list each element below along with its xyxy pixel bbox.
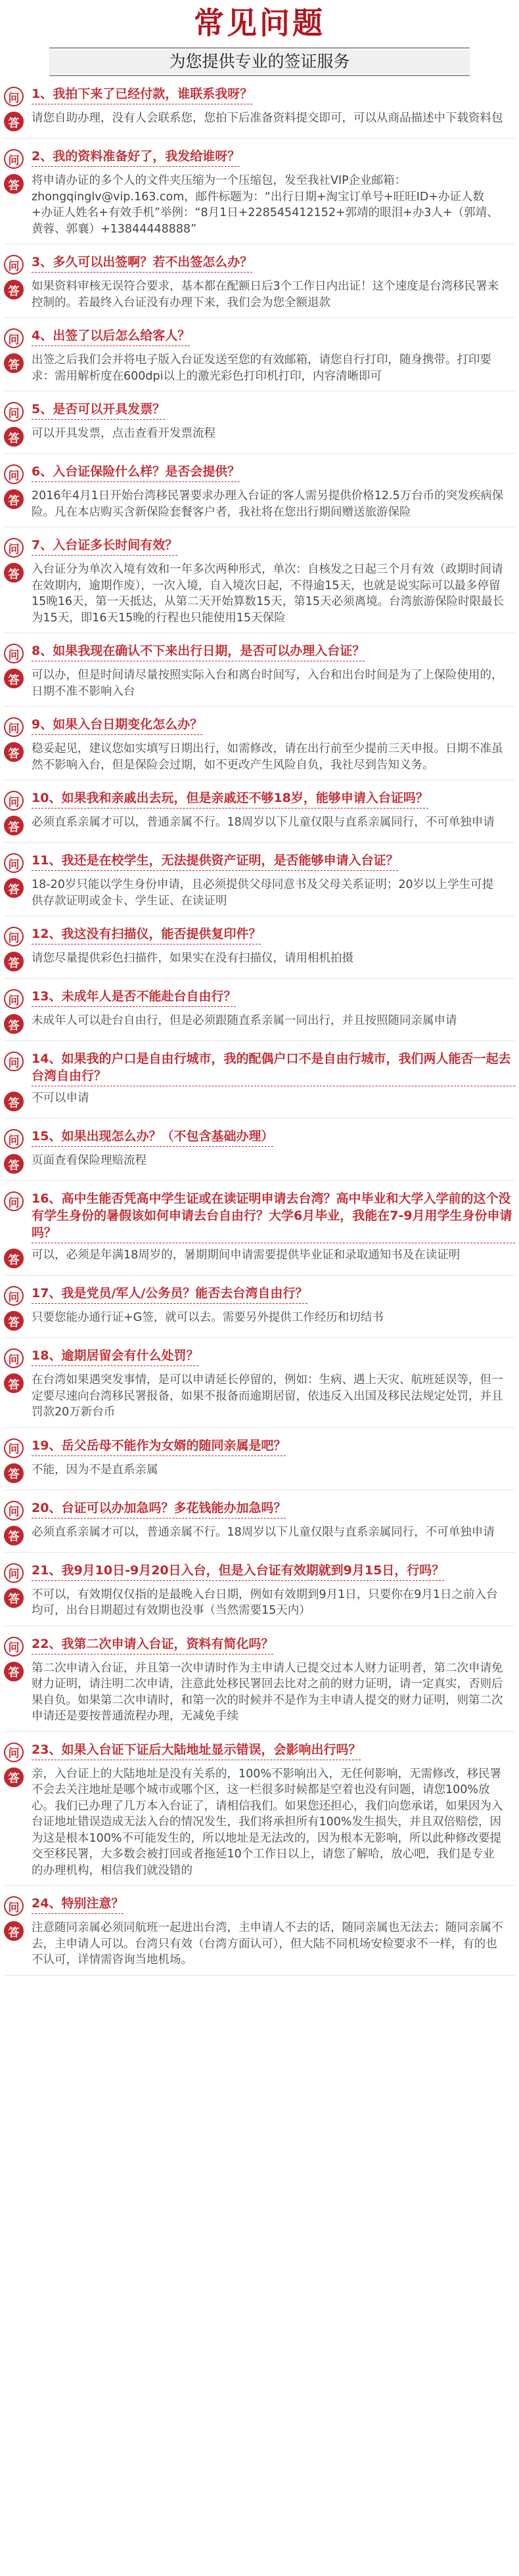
divider	[4, 978, 515, 979]
answer-row	[4, 1013, 515, 1034]
question-row	[4, 401, 515, 422]
faq-list	[0, 85, 519, 1976]
faq-item	[4, 1741, 515, 1886]
question-text: 9、如果入台日期变化怎么办？	[32, 716, 202, 735]
answer-icon: 答	[4, 280, 24, 300]
question-text: 3、多久可以出签啊？若不出签怎么办？	[32, 254, 252, 273]
faq-item	[4, 327, 515, 391]
question-icon: 问	[4, 1743, 24, 1762]
question-row	[4, 537, 515, 558]
answer-row	[4, 488, 515, 520]
answer-row	[4, 1524, 515, 1545]
answer-text: 出签之后我们会并将电子版入台证发送至您的有效邮箱，请您自行打印，随身携带。打印要求：需用解析度在600dpi以上的激光彩色打印机打印，内容清晰即可	[32, 353, 491, 383]
faq-item	[4, 1190, 515, 1276]
question-row	[4, 925, 515, 946]
answer-row	[4, 1920, 515, 1968]
question-text: 12、我这没有扫描仪，能否提供复印件？	[32, 925, 261, 944]
question-row	[4, 254, 515, 275]
answer-icon: 答	[4, 353, 24, 373]
question-icon: 问	[4, 1348, 24, 1368]
question-row	[4, 716, 515, 737]
faq-item	[4, 642, 515, 707]
question-icon: 问	[4, 87, 24, 106]
answer-text: 将申请办证的多个人的文件夹压缩为一个压缩包，发至我社VIP企业邮箱：zhongqinglv@vip.163.com，邮件标题为：“出行日期+淘宝订单号+旺旺ID+办证人数+办证人姓名+有效手机”举例：“8月1日+228545412152+郭靖的眼泪+办3人+（郭靖、黄蓉、郭襄）+13844448888”	[32, 174, 499, 236]
answer-text: 亲，入台证上的大陆地址是没有关系的，100%不影响出入，无任何影响，无需修改，移民署不会去关注地址是哪个城市或哪个区，这一栏很多时候都是空着也没有问题，请您100%放心。我们已办理了几万本入台证了，请相信我们。如果您还担心，我们向您承诺，如果因为入台证地址错误造成无法入台的情况发生，我们将承担所有100%发生损失，并且双倍赔偿，因为这是根本100%不可能发生的，所以地址是无法改的，因为根本无影响，所以此种修改要提交至移民署，大多数会被打回或者拖延10个工作日以上，请您了解哈，放心吧，我们是专业的办理机构，相信我们就没错的	[32, 1767, 503, 1877]
divider	[4, 1180, 515, 1181]
question-icon: 问	[4, 1286, 24, 1306]
question-text: 16、高中生能否凭高中学生证或在读证明申请去台湾？高中毕业和大学入学前的这个没有学生身份的暑假该如何申请去台自由行？大学6月毕业，我能在7-9月用学生身份申请吗？	[32, 1190, 515, 1243]
subtitle: 为您提供专业的签证服务	[49, 50, 470, 74]
divider	[4, 1275, 515, 1276]
answer-icon: 答	[4, 952, 24, 971]
answer-row	[4, 278, 515, 311]
answer-text: 不能，因为不是直系亲属	[32, 1463, 158, 1477]
question-text: 1、我拍下来了已经付款，谁联系我呀？	[32, 85, 252, 104]
answer-text: 2016年4月1日开始台湾移民署要求办理入台证的客人需另提供价格12.5万台币的突发疾病保险。凡在本店购买含新保险套餐客户者，我社将在您出行期间赠送旅游保险	[32, 489, 504, 519]
answer-text: 必须直系亲属才可以，普通亲属不行。18周岁以下儿童仅限与直系亲属同行，不可单独申请	[32, 1525, 495, 1539]
question-row	[4, 1190, 515, 1243]
answer-row	[4, 1310, 515, 1331]
question-row	[4, 463, 515, 484]
divider	[4, 1118, 515, 1119]
faq-item	[4, 988, 515, 1041]
answer-text: 不可以申请	[32, 1092, 89, 1105]
answer-row	[4, 562, 515, 626]
divider	[4, 1731, 515, 1732]
question-text: 20、台证可以办加急吗？多花钱能办加急吗？	[32, 1499, 286, 1519]
answer-icon: 答	[4, 1767, 24, 1787]
question-text: 4、出签了以后怎么给客人？	[32, 327, 190, 346]
question-icon: 问	[4, 644, 24, 663]
answer-text: 页面查看保险理赔流程	[32, 1154, 147, 1167]
question-row	[4, 789, 515, 811]
answer-text: 第二次申请入台证，并且第一次申请时作为主申请人已提交过本人财力证明者，第二次申请免财力证明，请注明二次申请，注意此处移民署回去比对之前的财力证明，请一定真实，否则后果自负。如果第二次申请时，和第一次的时候并不是作为主申请人提交的财力证明，则第二次申请还是要按普通流程办理，无减免手续	[32, 1661, 503, 1723]
answer-row	[4, 814, 515, 835]
divider	[4, 1040, 515, 1041]
answer-icon: 答	[4, 1154, 24, 1174]
question-icon: 问	[4, 402, 24, 422]
faq-item	[4, 1499, 515, 1553]
question-text: 18、逾期居留会有什么处罚？	[32, 1347, 198, 1366]
faq-item	[4, 716, 515, 780]
divider	[4, 317, 515, 318]
answer-text: 可以开具发票，点击查看开发票流程	[32, 427, 215, 440]
divider	[4, 1885, 515, 1886]
question-row	[4, 642, 515, 663]
question-row	[4, 1741, 515, 1762]
divider	[4, 1427, 515, 1428]
question-icon: 问	[4, 1129, 24, 1149]
faq-item	[4, 1895, 515, 1976]
answer-icon: 答	[4, 427, 24, 447]
question-text: 14、如果我的户口是自由行城市，我的配偶户口不是自由行城市，我们两人能否一起去台湾自由行？	[32, 1050, 515, 1086]
question-row	[4, 988, 515, 1009]
divider	[4, 453, 515, 454]
divider	[4, 1552, 515, 1553]
question-icon: 问	[4, 853, 24, 873]
answer-row	[4, 110, 515, 131]
question-text: 5、是否可以开具发票？	[32, 401, 165, 420]
answer-icon: 答	[4, 742, 24, 762]
divider	[4, 706, 515, 707]
answer-row	[4, 950, 515, 971]
question-text: 2、我的资料准备好了，我发给谁呀？	[32, 148, 240, 167]
answer-row	[4, 1462, 515, 1483]
answer-text: 必须直系亲属才可以，普通亲属不行。18周岁以下儿童仅限与直系亲属同行，不可单独申请	[32, 816, 495, 829]
question-row	[4, 327, 515, 348]
question-row	[4, 1437, 515, 1458]
faq-item	[4, 1128, 515, 1181]
question-text: 23、如果入台证下证后大陆地址显示错误，会影响出行吗？	[32, 1741, 361, 1760]
faq-item	[4, 401, 515, 454]
faq-item	[4, 1562, 515, 1626]
divider	[4, 138, 515, 139]
answer-text: 未成年人可以赴台自由行，但是必须跟随直系亲属一同出行，并且按照随同亲属申请	[32, 1014, 457, 1027]
faq-item	[4, 789, 515, 843]
question-text: 21、我9月10日-9月20日入台，但是入台证有效期就到9月15日，行吗？	[32, 1562, 444, 1581]
answer-row	[4, 1090, 515, 1111]
question-icon: 问	[4, 1191, 24, 1211]
answer-icon: 答	[4, 1526, 24, 1545]
question-icon: 问	[4, 791, 24, 811]
answer-icon: 答	[4, 1921, 24, 1941]
answer-icon: 答	[4, 669, 24, 688]
question-icon: 问	[4, 255, 24, 275]
answer-row	[4, 1587, 515, 1619]
answer-text: 不可以，有效期仅仅指的是最晚入台日期，例如有效期到9月1日，只要你在9月1日之前入台均可，出台日期超过有效期也没事（当然需要15天内）	[32, 1588, 498, 1617]
answer-text: 在台湾如果遇突发事情，是可以申请延长停留的，例如：生病、遇上天灾、航班延误等，但一定要尽速向台湾移民署报备，如果不报备而逾期居留，依违反入出国及移民法规定处罚，并且罚款20万新台币	[32, 1373, 503, 1419]
faq-item	[4, 1285, 515, 1338]
answer-icon: 答	[4, 1588, 24, 1608]
answer-icon: 答	[4, 1463, 24, 1483]
answer-icon: 答	[4, 1092, 24, 1111]
question-row	[4, 148, 515, 169]
answer-icon: 答	[4, 489, 24, 509]
answer-text: 可以，必须是年满18周岁的，暑期期间申请需要提供毕业证和录取通知书及在读证明	[32, 1249, 461, 1262]
answer-row	[4, 1660, 515, 1725]
question-icon: 问	[4, 989, 24, 1009]
faq-item	[4, 1050, 515, 1119]
question-text: 19、岳父岳母不能作为女婿的随同亲属是吧？	[32, 1437, 286, 1456]
faq-item	[4, 85, 515, 139]
answer-icon: 答	[4, 563, 24, 583]
answer-row	[4, 1247, 515, 1268]
answer-row	[4, 667, 515, 700]
answer-row	[4, 877, 515, 909]
faq-item	[4, 1347, 515, 1428]
question-row	[4, 1128, 515, 1149]
subtitle-bar	[49, 47, 470, 76]
faq-item	[4, 254, 515, 318]
question-text: 17、我是党员/军人/公务员？能否去台湾自由行？	[32, 1285, 307, 1304]
question-icon: 问	[4, 717, 24, 737]
answer-text: 18-20岁只能以学生身份申请，且必须提供父母同意书及父母关系证明；20岁以上学生可提供存款证明或金卡、学生证、在读证明	[32, 878, 494, 908]
answer-icon: 答	[4, 816, 24, 835]
faq-item	[4, 1437, 515, 1490]
answer-row	[4, 741, 515, 773]
question-icon: 问	[4, 464, 24, 484]
question-icon: 问	[4, 1896, 24, 1916]
answer-icon: 答	[4, 1249, 24, 1268]
answer-icon: 答	[4, 1662, 24, 1681]
question-text: 15、如果出现怎么办？（不包含基础办理）	[32, 1128, 273, 1147]
question-icon: 问	[4, 1637, 24, 1656]
answer-text: 可以办，但是时间请尽量按照实际入台和离台时间写，入台和出台时间是为了上保险使用的，日期不准不影响入台	[32, 669, 503, 698]
question-text: 24、特别注意？	[32, 1895, 124, 1914]
answer-icon: 答	[4, 112, 24, 131]
faq-item	[4, 925, 515, 979]
answer-text: 只要您能办通行证+G签，就可以去。需要另外提供工作经历和切结书	[32, 1311, 384, 1324]
answer-row	[4, 426, 515, 447]
question-text: 6、入台证保险什么样？是否会提供？	[32, 463, 240, 482]
answer-row	[4, 1372, 515, 1421]
question-row	[4, 1895, 515, 1916]
divider	[4, 1337, 515, 1338]
faq-item	[4, 148, 515, 244]
question-text: 8、如果我现在确认不下来出行日期，是否可以办理入台证？	[32, 642, 365, 661]
answer-icon: 答	[4, 1014, 24, 1034]
faq-item	[4, 852, 515, 916]
answer-icon: 答	[4, 174, 24, 194]
question-row	[4, 1499, 515, 1521]
faq-item	[4, 537, 515, 633]
question-icon: 问	[4, 1501, 24, 1521]
page-title: 常见问题	[194, 5, 325, 41]
question-icon: 问	[4, 1438, 24, 1458]
faq-item	[4, 1635, 515, 1732]
question-row	[4, 852, 515, 873]
answer-text: 如果资料审核无误符合要求，基本都在配额日后3个工作日内出证！这个速度是台湾移民署来控制的。若最终入台证没有办理下来，我们会为您全额退款	[32, 280, 499, 309]
question-text: 11、我还是在校学生，无法提供资产证明，是否能够申请入台证？	[32, 852, 398, 871]
question-row	[4, 1050, 515, 1086]
answer-icon: 答	[4, 878, 24, 898]
question-row	[4, 1635, 515, 1656]
answer-row	[4, 1766, 515, 1879]
answer-text: 入台证分为单次入境有效和一年多次两种形式，单次：自核发之日起三个月有效（政期时间请在效期内，逾期作废），一次入境，自入境次日起，不得逾15天，也就是说实际可以最多停留15晚16天，第一天抵达，从第二天开始算数15天，第15天必须离境。台湾旅游保险时限最长为15天，即16天15晚的行程也只能使用15天保险	[32, 563, 505, 625]
question-text: 7、入台证多长时间有效？	[32, 537, 177, 556]
answer-icon: 答	[4, 1373, 24, 1393]
answer-text: 稳妥起见，建议您如实填写日期出行，如需修改，请在出行前至少提前三天申报。日期不准虽然不影响入台，但是保险会过期，如不更改产生风险自负，我社尽到告知义务。	[32, 742, 503, 772]
question-text: 22、我第二次申请入台证，资料有简化吗？	[32, 1635, 273, 1654]
question-text: 10、如果我和亲戚出去玩，但是亲戚还不够18岁，能够申请入台证吗？	[32, 789, 428, 809]
answer-text: 注意随同亲属必须同航班一起进出台湾，主申请人不去的话，随同亲属也无法去；随同亲属不去，主申请人可以。台湾只有效（台湾方面认可），但大陆不同机场安检要求不一样，有的也不认可，详情需咨询当地机场。	[32, 1921, 503, 1966]
divider	[4, 1975, 515, 1976]
question-icon: 问	[4, 1052, 24, 1071]
question-row	[4, 1285, 515, 1306]
question-row	[4, 1562, 515, 1583]
question-text: 13、未成年人是否不能赴台自由行？	[32, 988, 236, 1007]
answer-text: 请您尽量提供彩色扫描件，如果实在没有扫描仪，请用相机拍摄	[32, 952, 353, 965]
question-icon: 问	[4, 149, 24, 169]
divider	[4, 842, 515, 843]
faq-item	[4, 463, 515, 527]
question-icon: 问	[4, 927, 24, 946]
answer-row	[4, 352, 515, 384]
answer-row	[4, 173, 515, 237]
question-row	[4, 1347, 515, 1368]
answer-row	[4, 1153, 515, 1174]
question-icon: 问	[4, 538, 24, 558]
answer-text: 请您自助办理，没有人会联系您，您拍下后准备资料提交即可，可以从商品描述中下载资料包	[32, 112, 503, 125]
question-icon: 问	[4, 1563, 24, 1583]
question-icon: 问	[4, 328, 24, 348]
question-row	[4, 85, 515, 106]
answer-icon: 答	[4, 1311, 24, 1331]
